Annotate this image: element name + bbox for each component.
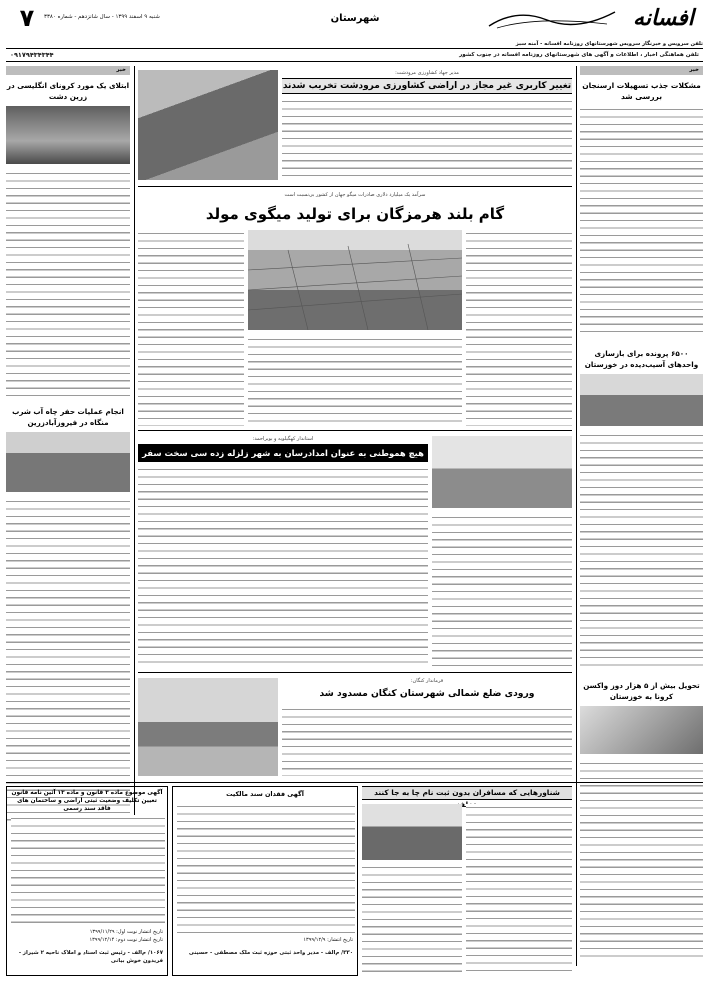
left-photo-2 — [6, 432, 130, 492]
lead-story-headline: گام بلند هرمزگان برای تولید میگوی مولد — [205, 205, 505, 223]
quake-story-body-right — [432, 514, 572, 666]
right-photo-1 — [580, 374, 703, 426]
date-line: شنبه ۹ اسفند ۱۳۹۹ - سال شانزدهم - شماره ۳۳۸۰ — [44, 14, 160, 20]
contact-strip-label: تلفن هماهنگی اخبار ، اطلاعات و آگهی های شهرستانهای روزنامه افسانه در جنوب کشور — [459, 52, 699, 58]
legal-ad-2-signature: ۳۳۰/ م‌الف - مدیر واحد ثبتی حوزه ثبت ملک مصطفی - حسینی — [188, 950, 353, 956]
newspaper-logo: افسانه — [633, 6, 694, 31]
kangan-story-kicker: فرماندار کنگان: — [410, 678, 444, 684]
strip-rule — [6, 61, 703, 62]
right-body-2 — [580, 432, 703, 672]
lead-story-body-center — [248, 336, 462, 426]
top-story — [138, 66, 572, 184]
legal-ad-1 — [6, 786, 168, 976]
legal-ad-2-title: آگهی فقدان سند مالکیت — [226, 790, 304, 798]
contact-strip — [6, 50, 703, 60]
left-headline-1: ابتلای یک مورد کرونای انگلیسی در زرین دشت — [6, 81, 130, 101]
top-credit-line: تلفن سرویس و خبرنگار سرویس شهرستانهای روزنامه افسانه - آمنه سبز — [515, 41, 703, 47]
quake-story-headline: هیچ هموطنی به عنوان امدادرسان به شهر زلزله زده سی سخت سفر — [142, 448, 424, 458]
legal-ad-1-title: آگهی موضوع ماده ۳ قانون و ماده ۱۳ آئین نامه قانون تعیین تکلیف وضعیت ثبتی اراضی و ساختمان های فاقد سند رسمی — [11, 790, 163, 812]
left-body-2 — [6, 498, 130, 826]
bottom-story-photo — [362, 804, 462, 860]
bottom-story-headline-band — [362, 786, 572, 800]
right-body-1 — [580, 106, 703, 336]
top-story-headline: تغییر کاربری غیر مجاز در اراضی کشاورزی مرودشت تخریب شدند — [282, 81, 572, 91]
right-headline-2: ۶۵۰۰ پرونده برای بازسازی واحدهای آسیب‌دیده در خوزستان — [584, 349, 699, 369]
logo-ornament — [487, 6, 617, 30]
lead-story-photo — [248, 230, 462, 330]
masthead-rule — [6, 48, 703, 49]
right-headline-3: تحویل بیش از ۵ هزار دوز واکسن کرونا به خوزستان — [583, 681, 700, 701]
legal-ad-2 — [172, 786, 358, 976]
right-headline-1: مشکلات جذب تسهیلات ارسنجان بررسی شد — [582, 81, 701, 101]
legal-ad-2-body — [177, 803, 355, 933]
bottom-story-body-left — [362, 864, 462, 972]
right-body-3 — [580, 760, 703, 960]
contact-phone: ۰۹۱۷۹۴۳۴۳۴۴ — [10, 51, 54, 59]
top-story-body — [282, 98, 572, 180]
left-photo-1 — [6, 106, 130, 164]
bottom-rule — [6, 782, 703, 783]
quake-story-headline-band — [138, 444, 428, 462]
left-headline-2: انجام عملیات حفر چاه آب شرب منگاه در فیروزآبادزرین — [12, 407, 124, 427]
kangan-story-body — [282, 706, 572, 776]
page-number: ۷ — [19, 4, 35, 32]
right-column-divider — [576, 66, 577, 966]
legal-ad-1-signature: ۱۰۶۷/ م‌الف - رئیس ثبت اسناد و املاک ناحیه ۲ شیراز - فریدون خوش بیانی — [18, 950, 163, 964]
left-column-divider — [134, 66, 135, 826]
bottom-story — [362, 786, 572, 976]
lead-story-body-left — [138, 230, 244, 426]
bottom-story-body-right — [466, 804, 572, 972]
legal-ad-2-date: تاریخ انتشار: ۱۳۹۹/۱۲/۹ — [303, 937, 353, 943]
quake-story-body — [138, 466, 428, 666]
left-body-1 — [6, 170, 130, 398]
kangan-story-photo — [138, 678, 278, 776]
left-column-tag: خبر — [6, 66, 130, 75]
top-story-headline-band — [282, 78, 572, 94]
lead-story-rule — [138, 430, 572, 431]
bottom-story-headline: شناورهایی که مسافران بدون ثبت‌ نام چا به جا کنند — [374, 788, 560, 797]
masthead — [0, 0, 709, 40]
quake-story-rule — [138, 672, 572, 673]
top-story-photo — [138, 70, 278, 180]
top-story-kicker: مدیر جهاد کشاورزی مرودشت: — [395, 70, 459, 76]
right-column-tag: خبر — [580, 66, 703, 75]
legal-ad-1-date-1: تاریخ انتشار نوبت اول: ۱۳۹۹/۱۱/۲۹ — [89, 929, 163, 935]
right-photo-2 — [580, 706, 703, 754]
section-title: شهرستان — [330, 13, 380, 24]
quake-story-photo — [432, 436, 572, 508]
top-story-rule — [138, 186, 572, 187]
kangan-story-headline: ورودی ضلع شمالی شهرستان کنگان مسدود شد — [319, 688, 535, 699]
left-column — [6, 66, 130, 826]
lead-story — [138, 190, 572, 428]
lead-story-kicker: سرآمد یک میلیارد دلاری صادرات میگو جهان از کشور بی‌نسبت است — [284, 192, 426, 198]
legal-ad-1-date-2: تاریخ انتشار نوبت دوم: ۱۳۹۹/۱۲/۱۴ — [89, 937, 163, 943]
right-column — [580, 66, 703, 966]
quake-story — [138, 434, 572, 670]
quake-story-kicker: استاندار کهگیلویه و بویراحمد: — [252, 436, 314, 442]
kangan-story — [138, 676, 572, 780]
legal-ad-1-body — [11, 815, 165, 925]
lead-story-body-right — [466, 230, 572, 426]
